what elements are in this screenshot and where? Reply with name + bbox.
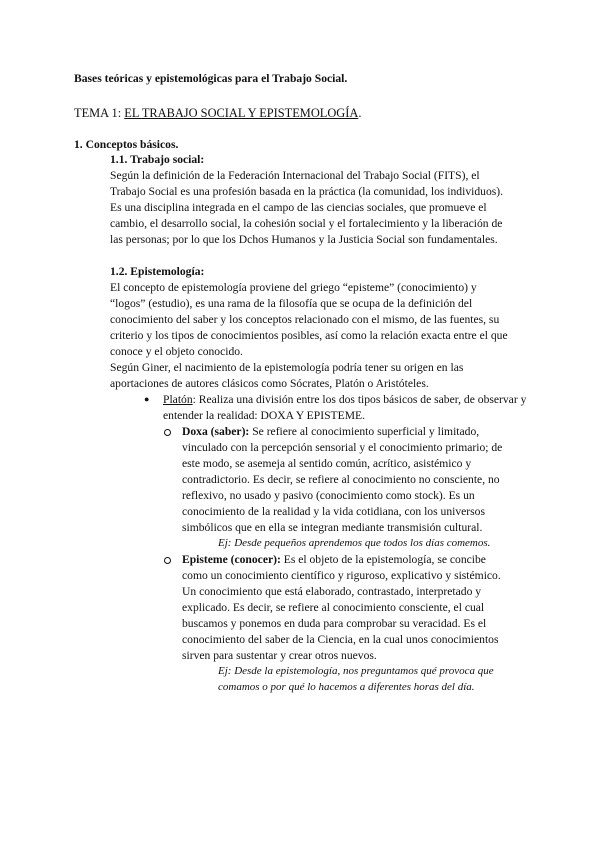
paragraph-line: El concepto de epistemología proviene del griego “episteme” (conocimiento) y <box>110 281 477 294</box>
bullet-icon: ● <box>144 394 150 404</box>
platon-label: Platón <box>163 393 193 406</box>
paragraph-line: conocimiento del saber de la Ciencia, en la cual unos conocimientos <box>182 633 499 646</box>
paragraph-line: reflexivo, no usado y pasivo (conocimiento como stock). Es un <box>182 489 475 502</box>
doxa-label: Doxa (saber): <box>182 425 250 438</box>
section-heading: 1. Conceptos básicos. <box>74 138 179 151</box>
paragraph-line: Un conocimiento que está elaborado, contrastado, interpretado y <box>182 585 482 598</box>
circle-bullet-icon <box>164 429 171 436</box>
doxa-example: Ej: Desde pequeños aprendemos que todos los días comemos. <box>218 537 491 549</box>
paragraph-line: contradictorio. Es decir, se refiere al conocimiento no consciente, no <box>182 473 500 486</box>
tema-heading <box>74 106 361 121</box>
paragraph-line: Según Giner, el nacimiento de la epistemología podría tener su origen en las <box>110 361 464 374</box>
platon-text: : Realiza una división entre los dos tipos básicos de saber, de observar y <box>192 393 527 406</box>
tema-prefix: TEMA 1: <box>74 106 125 120</box>
paragraph-line: aportaciones de autores clásicos como Sócrates, Platón o Aristóteles. <box>110 377 429 390</box>
episteme-text: Es el objeto de la epistemología, se concibe <box>280 553 486 566</box>
paragraph-line: este modo, se asemeja al sentido común, acrítico, asistémico y <box>182 457 472 470</box>
subsection-title-epistemologia: 1.2. Epistemología: <box>110 265 205 278</box>
episteme-example: comamos o por qué lo hacemos a diferentes horas del día. <box>218 681 475 693</box>
tema-title: EL TRABAJO SOCIAL Y EPISTEMOLOGÍA <box>124 106 359 120</box>
paragraph-line: simbólicos que en ella se integran mediante transmisión cultural. <box>182 521 483 534</box>
paragraph-line: “logos” (estudio), es una rama de la filosofía que se ocupa de la definición del <box>110 297 473 310</box>
episteme-label: Episteme (conocer): <box>182 553 281 566</box>
paragraph-line: Es una disciplina integrada en el campo de las ciencias sociales, que promueve el <box>110 201 487 214</box>
doxa-text: Se refiere al conocimiento superficial y limitado, <box>249 425 480 438</box>
paragraph-line: sirven para sustentar y crear otros nuevos. <box>182 649 377 662</box>
paragraph-line: las personas; por lo que los Dchos Humanos y la Justicia Social son fundamentales. <box>110 233 498 246</box>
paragraph-line: Trabajo Social es una profesión basada en la práctica (la comunidad, los individuos). <box>110 185 504 198</box>
paragraph-line: vinculado con la percepción sensorial y el conocimiento primario; de <box>182 441 503 454</box>
platon-item <box>163 392 526 407</box>
paragraph-line: criterio y los tipos de conocimientos posibles, así como la relación exacta entre el que <box>110 329 508 342</box>
subsection-title-trabajo-social: 1.1. Trabajo social: <box>110 153 205 166</box>
tema-suffix: . <box>358 106 362 120</box>
paragraph-line: buscamos y ponemos en duda para comprobar su veracidad. Es el <box>182 617 487 630</box>
paragraph-line: como un conocimiento científico y riguroso, explicativo y sistémico. <box>182 569 501 582</box>
paragraph-line: conoce y el objeto conocido. <box>110 345 243 358</box>
paragraph-line: cambio, el desarrollo social, la cohesión social y el fortalecimiento y la liberación de <box>110 217 503 230</box>
paragraph-line: conocimiento del saber y los conceptos relacionado con el mismo, de las fuentes, su <box>110 313 500 326</box>
episteme-item <box>182 552 486 567</box>
paragraph-line: conocimiento de la realidad y la vida cotidiana, con los universos <box>182 505 485 518</box>
doxa-item <box>182 424 479 439</box>
paragraph-line: Según la definición de la Federación Internacional del Trabajo Social (FITS), el <box>110 169 480 182</box>
paragraph-line: explicado. Es decir, se refiere al conocimiento consciente, el cual <box>182 601 485 614</box>
circle-bullet-icon <box>164 557 171 564</box>
document-title: Bases teóricas y epistemológicas para el Trabajo Social. <box>74 72 348 85</box>
paragraph-line: entender la realidad: DOXA Y EPISTEME. <box>163 409 365 422</box>
episteme-example: Ej: Desde la epistemología, nos preguntamos qué provoca que <box>218 665 494 677</box>
